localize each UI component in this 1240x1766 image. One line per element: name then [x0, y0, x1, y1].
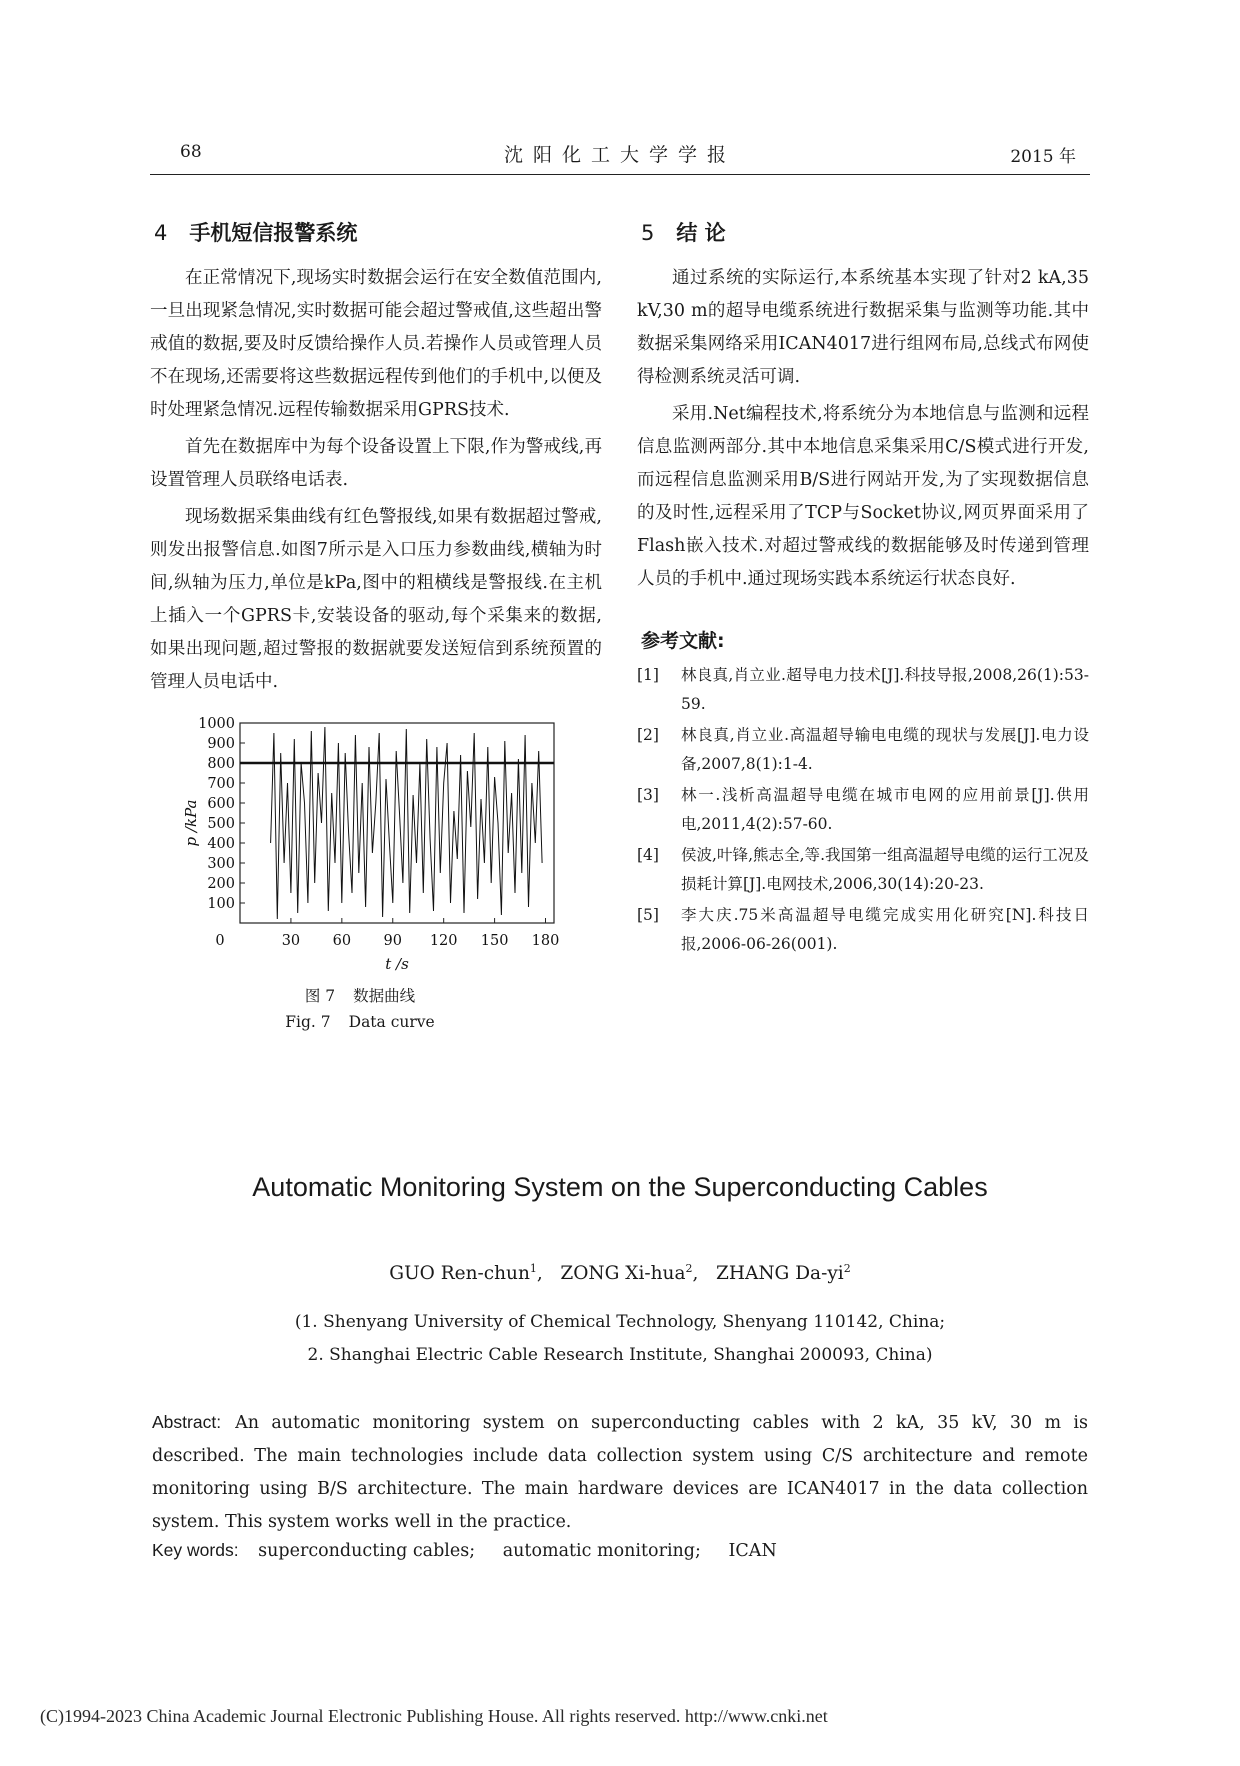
x-tick-label: 120: [429, 933, 458, 949]
reference-number: [2]: [637, 726, 659, 744]
y-tick-label: 600: [207, 796, 235, 812]
y-tick-label: 200: [207, 876, 235, 892]
reference-item: [637, 661, 1089, 719]
left-column: [150, 218, 602, 1035]
reference-text: 侯波,叶锋,熊志全,等.我国第一组高温超导电缆的运行工况及损耗计算[J].电网技术,2006,30(14):20-23.: [681, 846, 1089, 893]
english-authors: GUO Ren-chun$^1$, ZONG Xi-hua$^2$, ZHANG $Da-yi^2$: [389, 1262, 851, 1285]
chart-svg: [150, 713, 570, 983]
author-affiliation-mark: 2: [685, 1262, 693, 1275]
journal-name: 沈阳化工大学学报: [503, 144, 736, 166]
x-tick-label: 150: [480, 933, 509, 949]
page-number: 68: [180, 142, 202, 162]
x-axis-label: t /s: [385, 955, 409, 973]
section-title: 结 论: [676, 221, 726, 245]
abstract-text: An automatic monitoring system on superconducting cables with 2 kA, 35 kV, 30 m is described. The main technologies include data collection system using C/S architecture and remote monitoring using B/S architecture. The main hardware devices are ICAN4017 in the data collection system. This system works well in the practice.: [152, 1413, 1088, 1532]
x-tick-label: 30: [281, 933, 301, 949]
keyword: ICAN: [728, 1541, 777, 1561]
keyword: automatic monitoring;: [502, 1541, 701, 1561]
references-heading: 参考文献:: [641, 630, 725, 652]
figure-caption-en: [150, 1009, 570, 1035]
x-tick-label: 90: [383, 933, 402, 949]
y-tick-label: 100: [207, 896, 235, 912]
author-affiliation-mark: 1: [529, 1262, 537, 1275]
reference-number: [5]: [637, 906, 659, 924]
english-abstract: [152, 1406, 1088, 1539]
figure-number-en: Fig. 7: [285, 1013, 331, 1031]
y-tick-label: 400: [207, 836, 235, 852]
author-name: GUO Ren-chun: [389, 1263, 530, 1285]
reference-number: [3]: [637, 786, 659, 804]
x-tick-label: 0: [215, 933, 225, 949]
author-name: ZHANG Da-yi: [716, 1263, 844, 1285]
y-axis-label: p /kPa: [182, 799, 200, 847]
keywords-label: Key words:: [152, 1540, 239, 1560]
abstract-label: Abstract:: [152, 1412, 222, 1432]
english-keywords: [152, 1540, 1088, 1561]
paragraph: 现场数据采集曲线有红色警报线,如果有数据超过警戒,则发出报警信息.如图7所示是入口压力参数曲线,横轴为时间,纵轴为压力,单位是kPa,图中的粗横线是警报线.在主机上插入一个GPRS卡,安装设备的驱动,每个采集来的数据,如果出现问题,超过警报的数据就要发送短信到系统预置的管理人员电话中.: [150, 507, 602, 692]
data-curve-chart: [150, 713, 570, 983]
journal-year: 2015 年: [1010, 147, 1076, 167]
section-4-heading: [154, 218, 602, 248]
copyright-footer: (C)1994-2023 China Academic Journal Electronic Publishing House. All rights reserved. http://www.cnki.net: [40, 1706, 828, 1726]
paragraph: 通过系统的实际运行,本系统基本实现了针对2 kA,35 kV,30 m的超导电缆系统进行数据采集与监测等功能.其中数据采集网络采用ICAN4017进行组网布局,总线式布网使得检测系统灵活可调.: [637, 268, 1089, 387]
reference-text: 李大庆.75米高温超导电缆完成实用化研究[N].科技日报,2006-06-26(001).: [681, 906, 1089, 953]
figure-title-cn: 数据曲线: [353, 987, 416, 1005]
y-tick-label: 800: [207, 756, 235, 772]
affiliation-2: 2. Shanghai Electric Cable Research Institute, Shanghai 200093, China): [307, 1345, 933, 1365]
section-number: 4: [154, 221, 168, 245]
y-tick-label: 300: [207, 856, 235, 872]
paragraph: 首先在数据库中为每个设备设置上下限,作为警戒线,再设置管理人员联络电话表.: [150, 437, 602, 490]
english-title: Automatic Monitoring System on the Superconducting Cables: [252, 1172, 988, 1202]
figure-title-en: Data curve: [348, 1013, 435, 1031]
figure-7: [150, 713, 570, 1035]
reference-text: 林一.浅析高温超导电缆在城市电网的应用前景[J].供用电,2011,4(2):57-60.: [681, 786, 1089, 833]
x-tick-label: 60: [332, 933, 352, 949]
y-tick-label: 500: [207, 816, 235, 832]
section-number: 5: [641, 221, 655, 245]
reference-number: [4]: [637, 846, 659, 864]
paragraph: 采用.Net编程技术,将系统分为本地信息与监测和远程信息监测两部分.其中本地信息采集采用C/S模式进行开发,而远程信息监测采用B/S进行网站开发,为了实现数据信息的及时性,远程采用了TCP与Socket协议,网页界面采用了Flash嵌入技术.对超过警戒线的数据能够及时传递到管理人员的手机中.通过现场实践本系统运行状态良好.: [637, 404, 1089, 589]
author-name: ZONG Xi-hua: [560, 1263, 686, 1285]
page-header: [150, 138, 1090, 175]
y-tick-label: 1000: [198, 716, 235, 732]
reference-item: [637, 781, 1089, 839]
reference-item: [637, 721, 1089, 779]
y-tick-label: 900: [207, 736, 235, 752]
keyword: superconducting cables;: [258, 1541, 476, 1561]
affiliation-1: (1. Shenyang University of Chemical Technology, Shenyang 110142, China;: [294, 1312, 946, 1332]
section-5-heading: [641, 218, 1089, 248]
x-tick-label: 180: [531, 933, 560, 949]
reference-text: 林良真,肖立业.高温超导输电电缆的现状与发展[J].电力设备,2007,8(1):1-4.: [681, 726, 1089, 773]
reference-item: [637, 841, 1089, 899]
pressure-series-line: [271, 727, 542, 919]
paragraph: 在正常情况下,现场实时数据会运行在安全数值范围内,一旦出现紧急情况,实时数据可能会超过警戒值,这些超出警戒值的数据,要及时反馈给操作人员.若操作人员或管理人员不在现场,还需要将这些数据远程传到他们的手机中,以便及时处理紧急情况.远程传输数据采用GPRS技术.: [150, 268, 602, 420]
figure-caption-cn: [150, 983, 570, 1009]
right-column: [637, 218, 1089, 961]
figure-number-cn: 图 7: [304, 987, 336, 1005]
reference-text: 林良真,肖立业.超导电力技术[J].科技导报,2008,26(1):53-59.: [681, 666, 1089, 713]
author-affiliation-mark: 2: [843, 1262, 851, 1275]
reference-number: [1]: [637, 666, 659, 684]
reference-item: [637, 901, 1089, 959]
y-tick-label: 700: [207, 776, 235, 792]
section-title: 手机短信报警系统: [189, 221, 358, 245]
